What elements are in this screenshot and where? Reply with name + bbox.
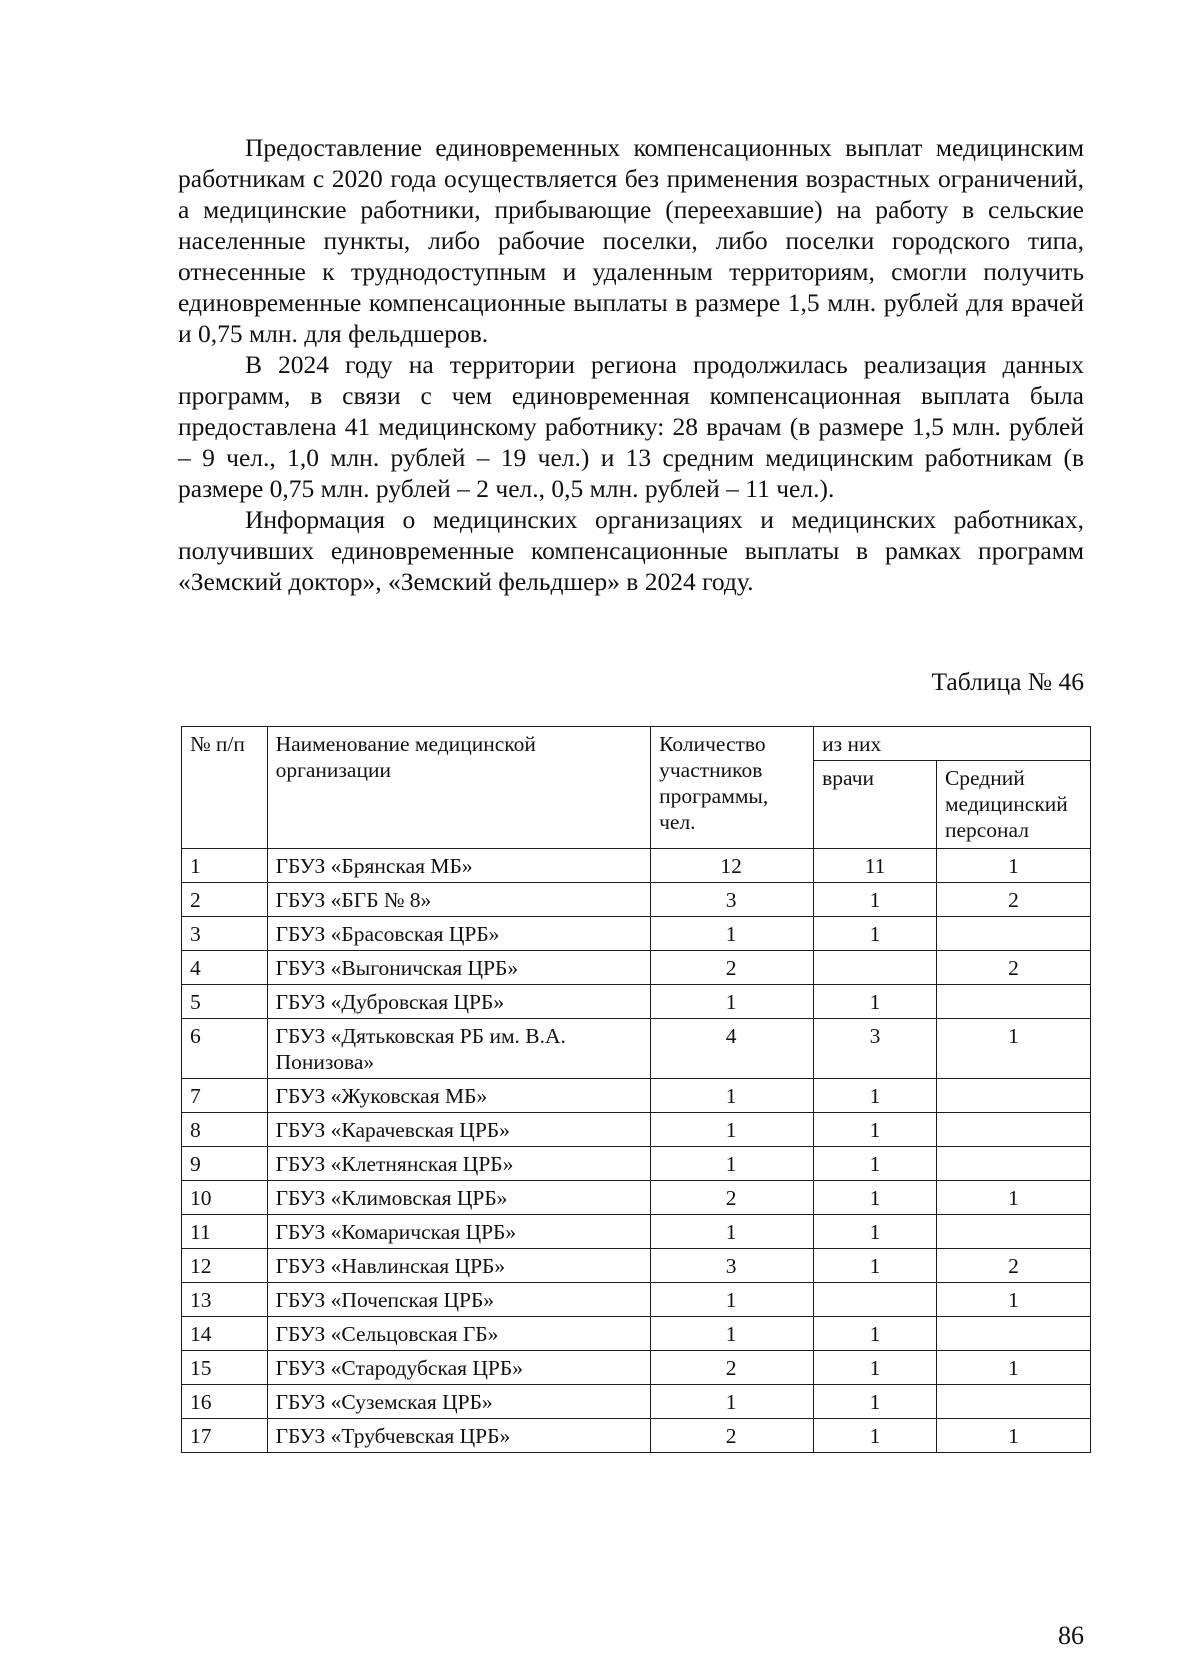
cell-mid-staff: 1: [936, 1351, 1090, 1385]
table-row: [182, 1249, 1091, 1283]
cell-count: 2: [651, 1351, 814, 1385]
cell-count: 1: [651, 1317, 814, 1351]
cell-org-name: ГБУЗ «Брянская МБ»: [267, 849, 651, 883]
cell-doctors: 1: [814, 985, 937, 1019]
cell-mid-staff: [936, 1113, 1090, 1147]
cell-doctors: 1: [814, 1147, 937, 1181]
cell-no: 6: [182, 1019, 268, 1079]
cell-doctors: 1: [814, 917, 937, 951]
cell-doctors: 1: [814, 1079, 937, 1113]
cell-count: 1: [651, 985, 814, 1019]
table-row: [182, 1317, 1091, 1351]
cell-org-name: ГБУЗ «Сельцовская ГБ»: [267, 1317, 651, 1351]
cell-no: 4: [182, 951, 268, 985]
cell-mid-staff: 2: [936, 951, 1090, 985]
cell-doctors: [814, 1283, 937, 1317]
cell-count: 1: [651, 1079, 814, 1113]
table-row: [182, 951, 1091, 985]
cell-no: 17: [182, 1419, 268, 1453]
cell-doctors: 1: [814, 1385, 937, 1419]
cell-mid-staff: 2: [936, 1249, 1090, 1283]
cell-doctors: 1: [814, 1113, 937, 1147]
cell-org-name: ГБУЗ «Стародубская ЦРБ»: [267, 1351, 651, 1385]
cell-org-name: ГБУЗ «Суземская ЦРБ»: [267, 1385, 651, 1419]
cell-org-name: ГБУЗ «Дятьковская РБ им. В.А. Понизова»: [267, 1019, 651, 1079]
cell-count: 1: [651, 917, 814, 951]
table-row: [182, 917, 1091, 951]
cell-no: 14: [182, 1317, 268, 1351]
table-row: [182, 1215, 1091, 1249]
table-row: [182, 1181, 1091, 1215]
cell-no: 12: [182, 1249, 268, 1283]
table-row: [182, 849, 1091, 883]
header-no: № п/п: [182, 727, 268, 849]
cell-no: 1: [182, 849, 268, 883]
cell-no: 7: [182, 1079, 268, 1113]
cell-mid-staff: 2: [936, 883, 1090, 917]
cell-doctors: 1: [814, 1249, 937, 1283]
cell-org-name: ГБУЗ «Трубчевская ЦРБ»: [267, 1419, 651, 1453]
cell-mid-staff: [936, 1079, 1090, 1113]
table-header-row: [182, 727, 1091, 761]
cell-no: 8: [182, 1113, 268, 1147]
header-name: Наименование медицинской организации: [267, 727, 651, 849]
cell-mid-staff: [936, 1215, 1090, 1249]
cell-no: 10: [182, 1181, 268, 1215]
table-body: [182, 849, 1091, 1453]
cell-count: 12: [651, 849, 814, 883]
cell-org-name: ГБУЗ «Комаричская ЦРБ»: [267, 1215, 651, 1249]
table-row: [182, 1079, 1091, 1113]
table-row: [182, 883, 1091, 917]
cell-no: 15: [182, 1351, 268, 1385]
table-row: [182, 1147, 1091, 1181]
cell-count: 3: [651, 883, 814, 917]
table-row: [182, 1113, 1091, 1147]
cell-doctors: 1: [814, 1317, 937, 1351]
table-row: [182, 1019, 1091, 1079]
paragraph: Предоставление единовременных компенсационных выплат медицинским работникам с 2020 года осуществляется без применения возрастных ограничений, а медицинские работники, прибывающие (переехавшие) на работу в сельские населенные пункты, либо рабочие поселки, либо поселки городского типа, отнесенные к труднодоступным и удаленным территориям, смогли получить единовременные компенсационные выплаты в размере 1,5 млн. рублей для врачей и 0,75 млн. для фельдшеров.: [178, 133, 1084, 348]
cell-no: 16: [182, 1385, 268, 1419]
cell-doctors: [814, 951, 937, 985]
cell-no: 9: [182, 1147, 268, 1181]
cell-mid-staff: 1: [936, 1181, 1090, 1215]
header-doctors: врачи: [814, 761, 937, 849]
cell-doctors: 1: [814, 1351, 937, 1385]
cell-no: 11: [182, 1215, 268, 1249]
cell-doctors: 3: [814, 1019, 937, 1079]
cell-org-name: ГБУЗ «Почепская ЦРБ»: [267, 1283, 651, 1317]
page-number: 86: [1058, 1621, 1084, 1650]
cell-mid-staff: 1: [936, 1019, 1090, 1079]
cell-mid-staff: 1: [936, 1283, 1090, 1317]
cell-doctors: 1: [814, 1181, 937, 1215]
cell-mid-staff: 1: [936, 1419, 1090, 1453]
cell-org-name: ГБУЗ «Климовская ЦРБ»: [267, 1181, 651, 1215]
cell-mid-staff: [936, 1147, 1090, 1181]
cell-mid-staff: [936, 985, 1090, 1019]
cell-count: 1: [651, 1113, 814, 1147]
cell-doctors: 1: [814, 1215, 937, 1249]
cell-org-name: ГБУЗ «Дубровская ЦРБ»: [267, 985, 651, 1019]
cell-count: 2: [651, 1419, 814, 1453]
header-count: Количество участников программы, чел.: [651, 727, 814, 849]
cell-count: 2: [651, 1181, 814, 1215]
cell-count: 1: [651, 1147, 814, 1181]
cell-org-name: ГБУЗ «Навлинская ЦРБ»: [267, 1249, 651, 1283]
paragraph: Информация о медицинских организациях и медицинских работниках, получивших единовременные компенсационные выплаты в рамках программ «Земский доктор», «Земский фельдшер» в 2024 году.: [178, 505, 1084, 596]
table-row: [182, 985, 1091, 1019]
body-text: [178, 132, 1084, 597]
cell-count: 4: [651, 1019, 814, 1079]
cell-doctors: 1: [814, 1419, 937, 1453]
cell-no: 13: [182, 1283, 268, 1317]
table-row: [182, 1351, 1091, 1385]
cell-org-name: ГБУЗ «Клетнянская ЦРБ»: [267, 1147, 651, 1181]
cell-no: 3: [182, 917, 268, 951]
cell-doctors: 1: [814, 883, 937, 917]
table-row: [182, 1283, 1091, 1317]
cell-count: 1: [651, 1283, 814, 1317]
cell-org-name: ГБУЗ «Карачевская ЦРБ»: [267, 1113, 651, 1147]
cell-count: 3: [651, 1249, 814, 1283]
cell-doctors: 11: [814, 849, 937, 883]
paragraph: В 2024 году на территории региона продолжилась реализация данных программ, в связи с чем единовременная компенсационная выплата была предоставлена 41 медицинскому работнику: 28 врачам (в размере 1,5 млн. рублей – 9 чел., 1,0 млн. рублей – 19 чел.) и 13 средним медицинским работникам (в размере 0,75 млн. рублей – 2 чел., 0,5 млн. рублей – 11 чел.).: [178, 350, 1084, 503]
cell-mid-staff: [936, 917, 1090, 951]
payments-table: [181, 726, 1091, 1453]
cell-org-name: ГБУЗ «БГБ № 8»: [267, 883, 651, 917]
cell-org-name: ГБУЗ «Выгоничская ЦРБ»: [267, 951, 651, 985]
cell-count: 1: [651, 1215, 814, 1249]
cell-org-name: ГБУЗ «Брасовская ЦРБ»: [267, 917, 651, 951]
header-of-them: из них: [814, 727, 1091, 761]
cell-count: 2: [651, 951, 814, 985]
header-mid-staff: Средний медицинский персонал: [936, 761, 1090, 849]
cell-no: 5: [182, 985, 268, 1019]
cell-mid-staff: [936, 1385, 1090, 1419]
cell-mid-staff: [936, 1317, 1090, 1351]
table-row: [182, 1385, 1091, 1419]
cell-no: 2: [182, 883, 268, 917]
cell-org-name: ГБУЗ «Жуковская МБ»: [267, 1079, 651, 1113]
table-caption: Таблица № 46: [931, 667, 1084, 696]
cell-mid-staff: 1: [936, 849, 1090, 883]
cell-count: 1: [651, 1385, 814, 1419]
table-row: [182, 1419, 1091, 1453]
